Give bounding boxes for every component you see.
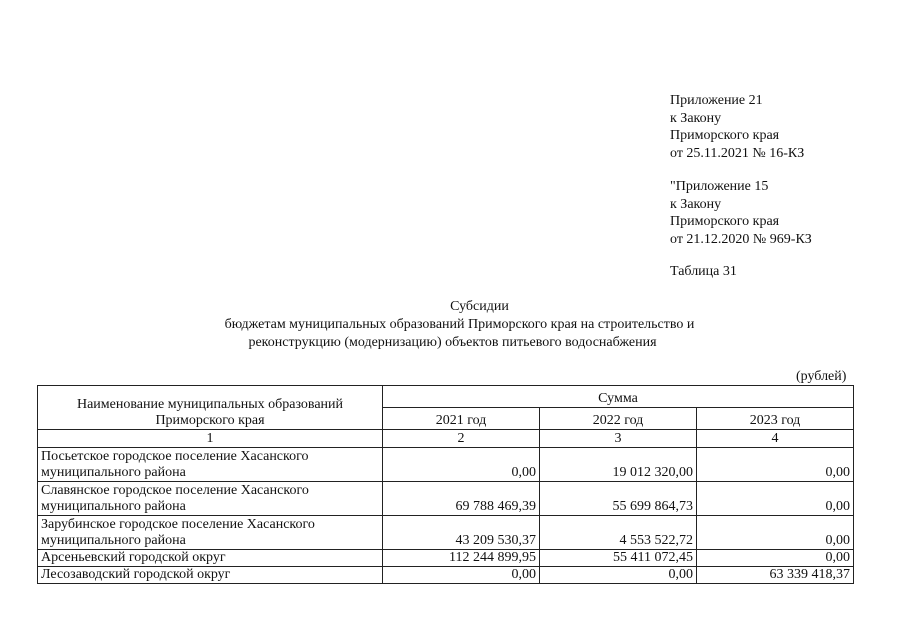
amount-2023: 63 339 418,37 <box>697 567 854 584</box>
amount-2022: 4 553 522,72 <box>540 516 697 550</box>
amount-2022: 0,00 <box>540 567 697 584</box>
amount-2021: 69 788 469,39 <box>383 482 540 516</box>
amount-2021: 112 244 899,95 <box>383 550 540 567</box>
header-sum: Сумма <box>383 386 854 408</box>
annex-region: Приморского края <box>670 128 780 143</box>
amended-annex-number: "Приложение 15 <box>670 179 769 194</box>
table-row <box>38 567 854 584</box>
table-row <box>38 482 854 516</box>
amended-annex-region: Приморского края <box>670 214 780 229</box>
column-number: 1 <box>38 430 383 448</box>
municipality-name: Славянское городское поселение Хасанского муниципального района <box>38 482 383 516</box>
amount-2022: 55 411 072,45 <box>540 550 697 567</box>
annex-header <box>670 92 804 162</box>
amount-2022: 19 012 320,00 <box>540 448 697 482</box>
column-number: 3 <box>540 430 697 448</box>
document-title <box>0 298 905 352</box>
column-numbers-row <box>38 430 854 448</box>
amount-2021: 0,00 <box>383 448 540 482</box>
table-row <box>38 448 854 482</box>
column-number: 4 <box>697 430 854 448</box>
table-row <box>38 516 854 550</box>
amount-2023: 0,00 <box>697 482 854 516</box>
municipality-name: Лесозаводский городской округ <box>38 567 383 584</box>
units-label: (рублей) <box>796 369 847 384</box>
amended-annex-date: от 21.12.2020 № 969-КЗ <box>670 231 812 247</box>
annex-number: Приложение 21 <box>670 93 763 108</box>
title-line-2: бюджетам муниципальных образований Приморского края на строительство и <box>224 317 695 332</box>
amount-2021: 0,00 <box>383 567 540 584</box>
header-year-2021: 2021 год <box>383 408 540 430</box>
amended-annex-header <box>670 178 812 248</box>
amount-2023: 0,00 <box>697 516 854 550</box>
amount-2023: 0,00 <box>697 550 854 567</box>
municipality-name: Арсеньевский городской округ <box>38 550 383 567</box>
column-number: 2 <box>383 430 540 448</box>
header-year-2023: 2023 год <box>697 408 854 430</box>
title-line-3: реконструкцию (модернизацию) объектов питьевого водоснабжения <box>248 335 657 350</box>
header-year-2022: 2022 год <box>540 408 697 430</box>
header-name: Наименование муниципальных образований Приморского края <box>38 386 383 430</box>
table-number: Таблица 31 <box>670 264 737 279</box>
municipality-name: Посьетское городское поселение Хасанского муниципального района <box>38 448 383 482</box>
amount-2022: 55 699 864,73 <box>540 482 697 516</box>
table-row <box>38 550 854 567</box>
title-line-1: Субсидии <box>450 299 509 314</box>
subsidies-table <box>37 385 854 584</box>
amount-2023: 0,00 <box>697 448 854 482</box>
annex-date: от 25.11.2021 № 16-КЗ <box>670 145 805 161</box>
table-header-row <box>38 386 854 408</box>
municipality-name: Зарубинское городское поселение Хасанского муниципального района <box>38 516 383 550</box>
annex-law-ref: к Закону <box>670 110 722 126</box>
amount-2021: 43 209 530,37 <box>383 516 540 550</box>
amended-annex-law-ref: к Закону <box>670 196 722 212</box>
